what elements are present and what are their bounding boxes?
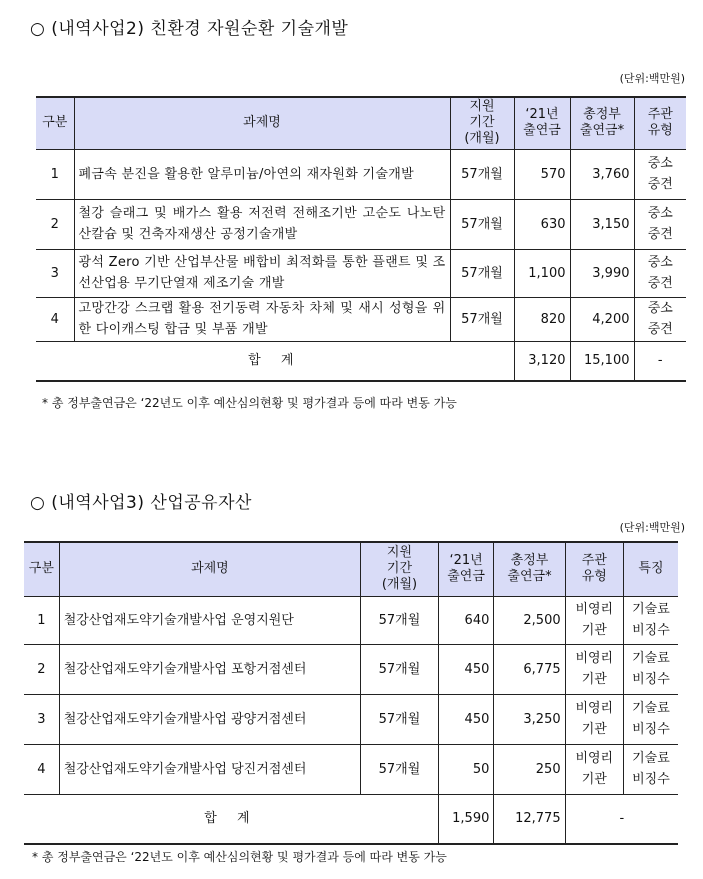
row-name: 폐금속 분진을 활용한 알루미늄/아연의 재자원화 기술개발: [74, 149, 450, 199]
row-total: 3,990: [570, 249, 634, 297]
section1-unit: (단위:백만원): [619, 72, 685, 85]
section1-note: * 총 정부출연금은 ‘22년도 이후 예산심의현황 및 평가결과 등에 따라 변동 가능: [42, 396, 457, 410]
row-type: 비영리 기관: [565, 694, 623, 744]
total-y21: 1,590: [438, 794, 494, 844]
header-no: 구분: [36, 97, 74, 149]
row-period: 57개월: [361, 644, 439, 694]
row-total: 3,150: [570, 199, 634, 249]
row-period: 57개월: [361, 694, 439, 744]
table-row: [24, 744, 678, 794]
table-row: [36, 297, 686, 341]
row-y21: 450: [438, 644, 494, 694]
table-row: [24, 694, 678, 744]
section1-title: ○ (내역사업2) 친환경 자원순환 기술개발: [30, 19, 349, 39]
row-name: 광석 Zero 기반 산업부산물 배합비 최적화를 통한 플랜트 및 조선산업용 무기단열재 제조기술 개발: [74, 249, 450, 297]
table-row: [36, 149, 686, 199]
table-row: [36, 249, 686, 297]
header-total: 총정부 출연금*: [494, 542, 565, 596]
row-period: 57개월: [450, 199, 514, 249]
section2-note: * 총 정부출연금은 ‘22년도 이후 예산심의현황 및 평가결과 등에 따라 변동 가능: [32, 850, 447, 864]
row-type: 중소 중견: [634, 249, 686, 297]
section2-table: [24, 541, 678, 845]
total-type: -: [565, 794, 678, 844]
row-no: 3: [36, 249, 74, 297]
row-period: 57개월: [450, 149, 514, 199]
total-row: [36, 341, 686, 381]
header-name: 과제명: [74, 97, 450, 149]
section2-title: ○ (내역사업3) 산업공유자산: [30, 493, 252, 513]
row-feature: 기술료 비징수: [623, 694, 678, 744]
header-total: 총정부 출연금*: [570, 97, 634, 149]
row-total: 4,200: [570, 297, 634, 341]
row-y21: 630: [514, 199, 570, 249]
row-name: 철강 슬래그 및 배가스 활용 저전력 전해조기반 고순도 나노탄산칼슘 및 건축자재생산 공정기술개발: [74, 199, 450, 249]
section2-unit: (단위:백만원): [619, 521, 685, 534]
row-name: 고망간강 스크랩 활용 전기동력 자동차 차체 및 새시 성형을 위한 다이캐스팅 합금 및 부품 개발: [74, 297, 450, 341]
row-type: 비영리 기관: [565, 596, 623, 644]
row-type: 비영리 기관: [565, 644, 623, 694]
total-label: 합 계: [24, 794, 438, 844]
header-no: 구분: [24, 542, 59, 596]
header-type: 주관 유형: [565, 542, 623, 596]
row-name: 철강산업재도약기술개발사업 포항거점센터: [59, 644, 360, 694]
total-total: 12,775: [494, 794, 565, 844]
section1-table: [36, 96, 686, 382]
table-row: [36, 199, 686, 249]
row-period: 57개월: [450, 249, 514, 297]
total-label: 합 계: [36, 341, 514, 381]
row-feature: 기술료 비징수: [623, 744, 678, 794]
row-total: 2,500: [494, 596, 565, 644]
row-no: 4: [24, 744, 59, 794]
row-type: 중소 중견: [634, 199, 686, 249]
table-row: [24, 596, 678, 644]
header-period: 지원 기간 (개월): [450, 97, 514, 149]
row-no: 1: [36, 149, 74, 199]
row-y21: 820: [514, 297, 570, 341]
table-row: [24, 644, 678, 694]
row-name: 철강산업재도약기술개발사업 광양거점센터: [59, 694, 360, 744]
header-name: 과제명: [59, 542, 360, 596]
row-y21: 570: [514, 149, 570, 199]
row-no: 1: [24, 596, 59, 644]
row-feature: 기술료 비징수: [623, 596, 678, 644]
total-type: -: [634, 341, 686, 381]
header-y21: ‘21년 출연금: [514, 97, 570, 149]
header-feature: 특징: [623, 542, 678, 596]
header-type: 주관 유형: [634, 97, 686, 149]
row-period: 57개월: [361, 596, 439, 644]
row-total: 6,775: [494, 644, 565, 694]
row-y21: 450: [438, 694, 494, 744]
row-type: 중소 중견: [634, 297, 686, 341]
row-name: 철강산업재도약기술개발사업 당진거점센터: [59, 744, 360, 794]
row-period: 57개월: [361, 744, 439, 794]
row-feature: 기술료 비징수: [623, 644, 678, 694]
row-y21: 1,100: [514, 249, 570, 297]
row-no: 3: [24, 694, 59, 744]
row-total: 3,250: [494, 694, 565, 744]
row-total: 3,760: [570, 149, 634, 199]
row-no: 2: [24, 644, 59, 694]
row-y21: 50: [438, 744, 494, 794]
row-period: 57개월: [450, 297, 514, 341]
header-period: 지원 기간 (개월): [361, 542, 439, 596]
total-total: 15,100: [570, 341, 634, 381]
total-row: [24, 794, 678, 844]
header-y21: ‘21년 출연금: [438, 542, 494, 596]
row-no: 2: [36, 199, 74, 249]
row-y21: 640: [438, 596, 494, 644]
row-no: 4: [36, 297, 74, 341]
row-type: 비영리 기관: [565, 744, 623, 794]
row-name: 철강산업재도약기술개발사업 운영지원단: [59, 596, 360, 644]
total-y21: 3,120: [514, 341, 570, 381]
row-total: 250: [494, 744, 565, 794]
row-type: 중소 중견: [634, 149, 686, 199]
